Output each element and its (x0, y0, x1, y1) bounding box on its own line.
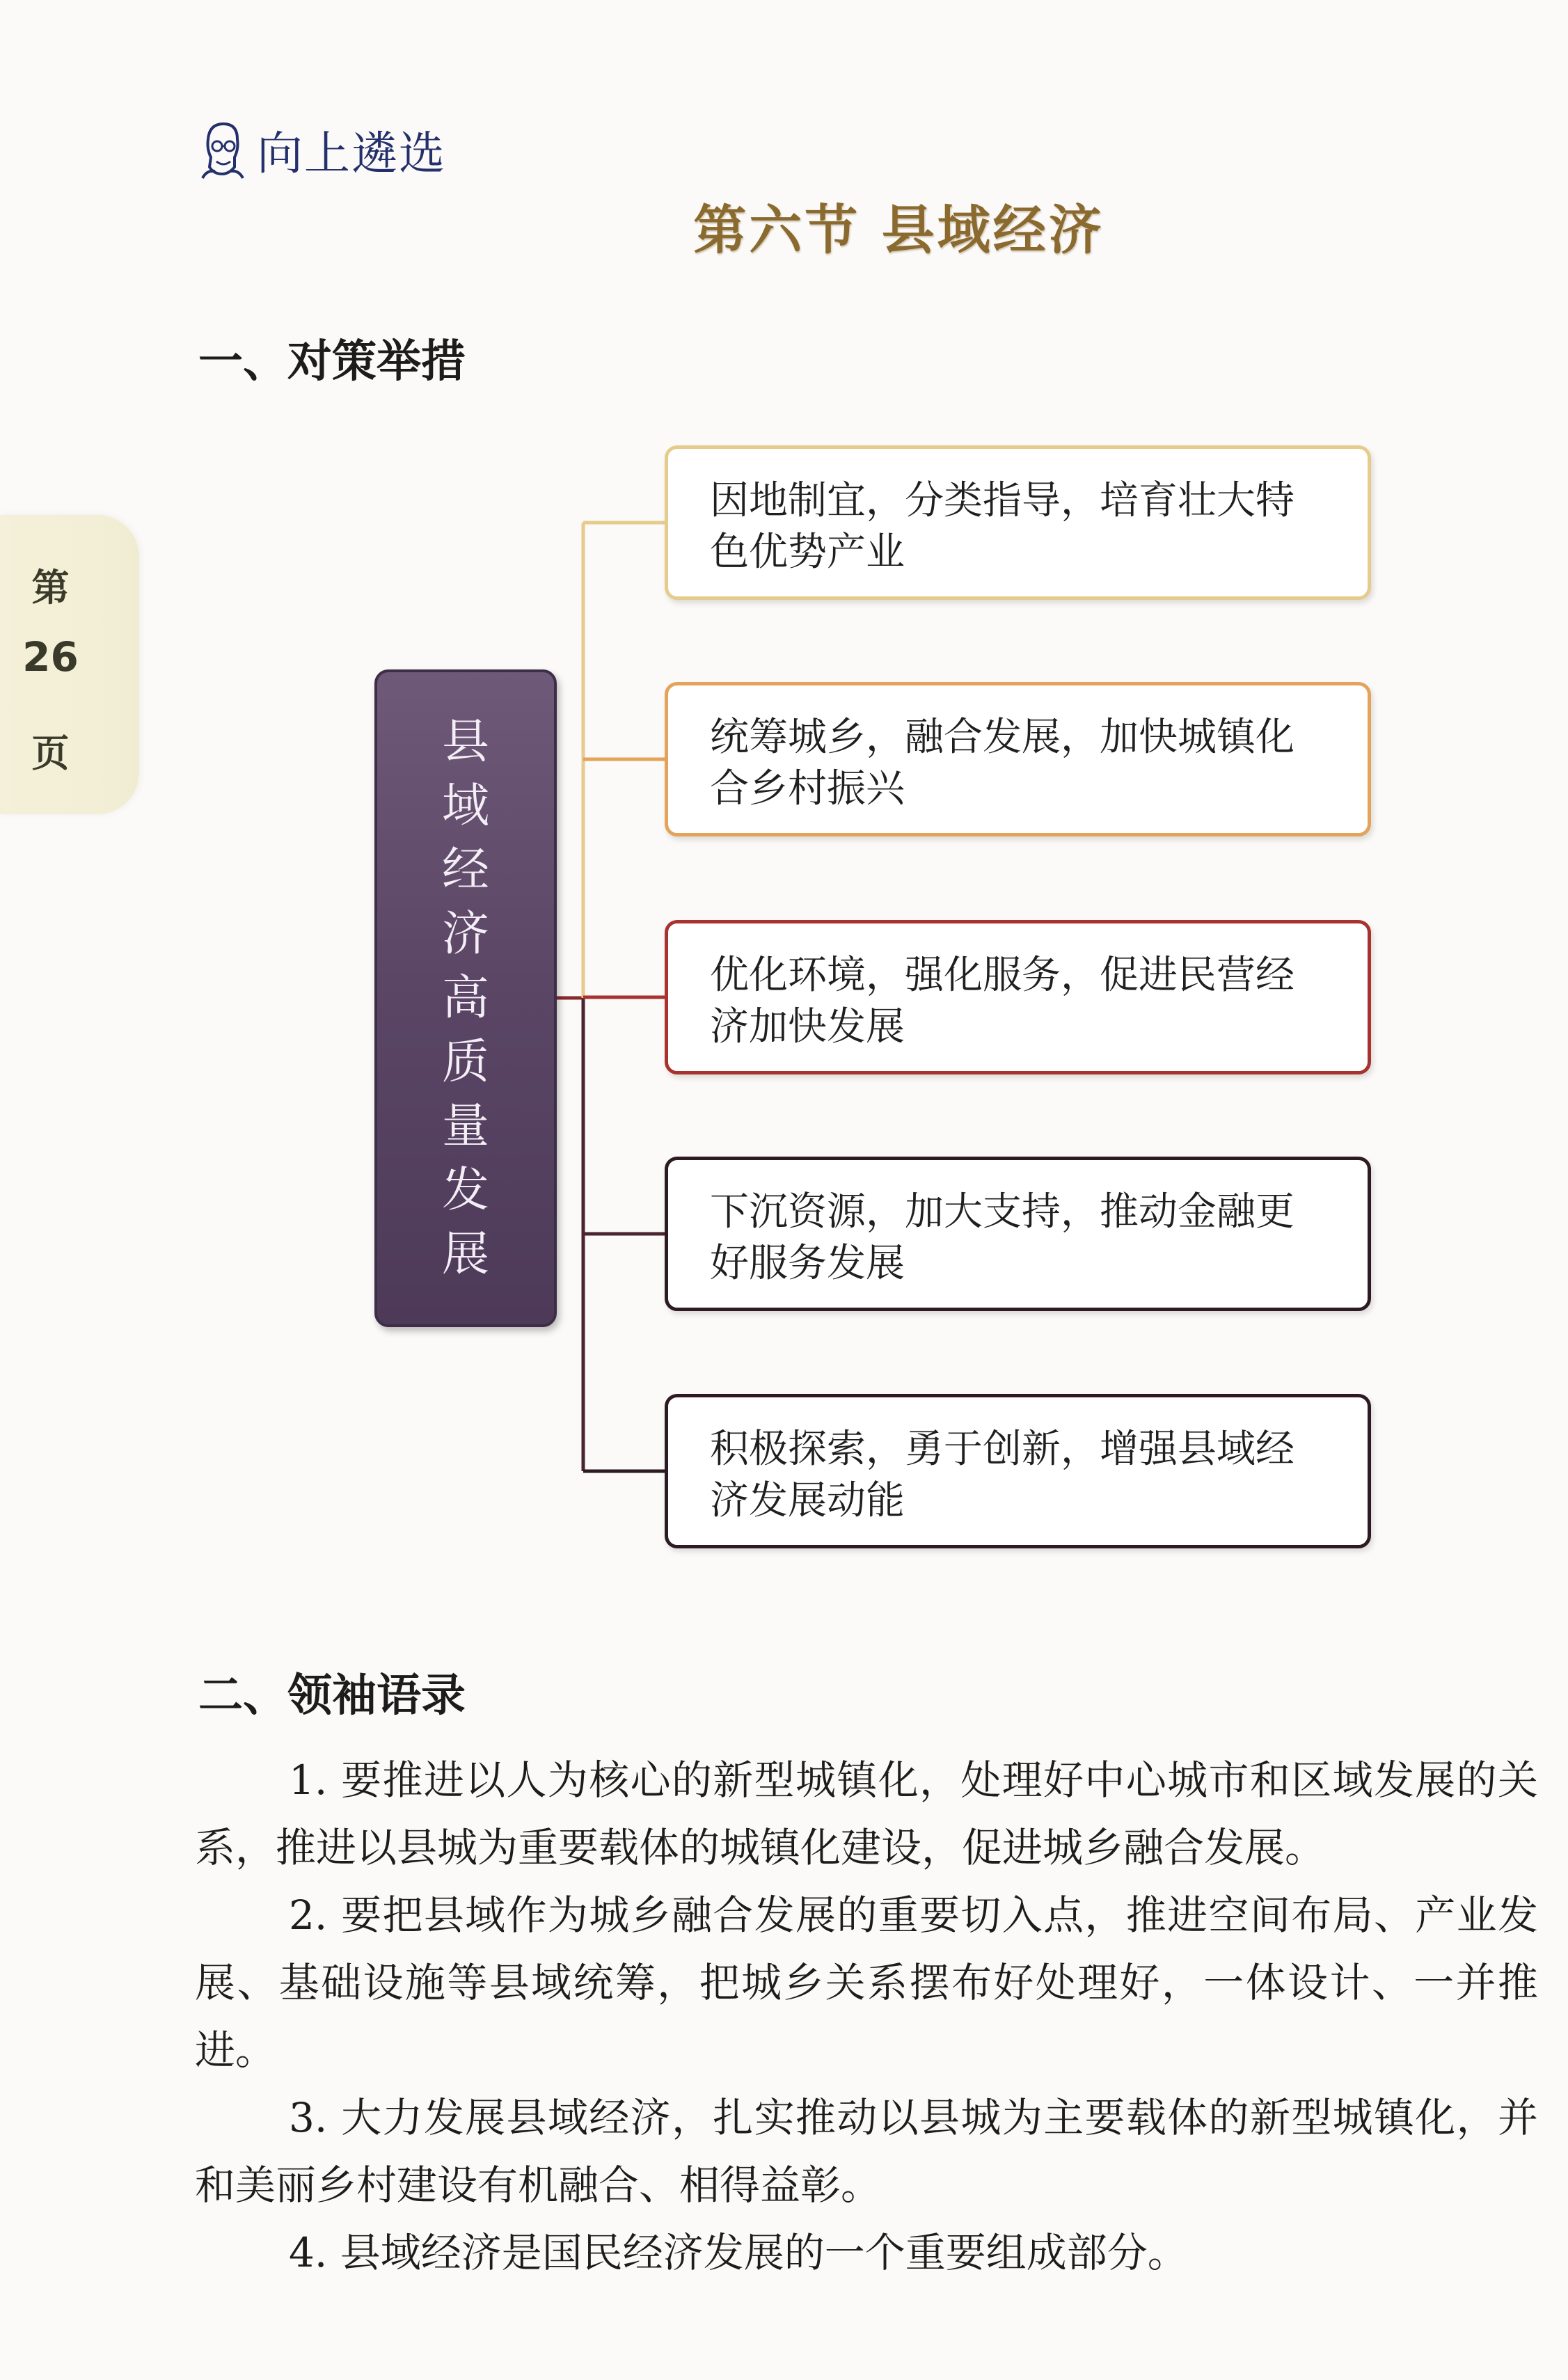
quote-item: 3. 大力发展县域经济，扎实推动以县城为主要载体的新型城镇化，并和美丽乡村建设有机融合、相得益彰。 (195, 2094, 1538, 2209)
branch-text: 因地制宜，分类指导，培育壮大特色优势产业 (710, 478, 1294, 575)
page-marker-prefix: 第 (31, 565, 70, 610)
quote-item: 4. 县域经济是国民经济发展的一个重要组成部分。 (289, 2229, 1188, 2276)
quote-item: 1. 要推进以人为核心的新型城镇化，处理好中心城市和区域发展的关系，推进以县城为重要载体的城镇化建设，促进城乡融合发展。 (195, 1756, 1538, 1871)
branch-text: 优化环境，强化服务，促进民营经济加快发展 (710, 953, 1294, 1049)
diagram-branch-box (665, 1157, 1371, 1311)
branch-text: 统筹城乡，融合发展，加快城镇化合乡村振兴 (710, 715, 1294, 811)
quote-item: 2. 要把县域作为城乡融合发展的重要切入点，推进空间布局、产业发展、基础设施等县域统筹，把城乡关系摆布好处理好，一体设计、一并推进。 (195, 1891, 1538, 2074)
diagram-branch-box (665, 445, 1371, 600)
heading-leader-quotes: 二、领袖语录 (198, 1669, 466, 1722)
diagram-branch-box (665, 682, 1371, 836)
diagram-center-label: 县域经济高质量发展 (441, 714, 489, 1282)
branch-text: 积极探索，勇于创新，增强县域经济发展动能 (710, 1427, 1294, 1523)
diagram-center-node (374, 669, 557, 1327)
heading-countermeasures: 一、对策举措 (198, 335, 466, 388)
page-number: 26 (22, 633, 79, 681)
section-title: 第六节 县域经济 (693, 199, 1104, 261)
diagram-branch-box (665, 1394, 1371, 1548)
quotes-list (195, 1747, 1538, 2287)
brand-name: 向上遴选 (257, 126, 446, 180)
diagram-branch-box (665, 920, 1371, 1074)
branch-text: 下沉资源，加大支持，推动金融更好服务发展 (710, 1189, 1294, 1286)
page-marker-suffix: 页 (31, 731, 70, 775)
